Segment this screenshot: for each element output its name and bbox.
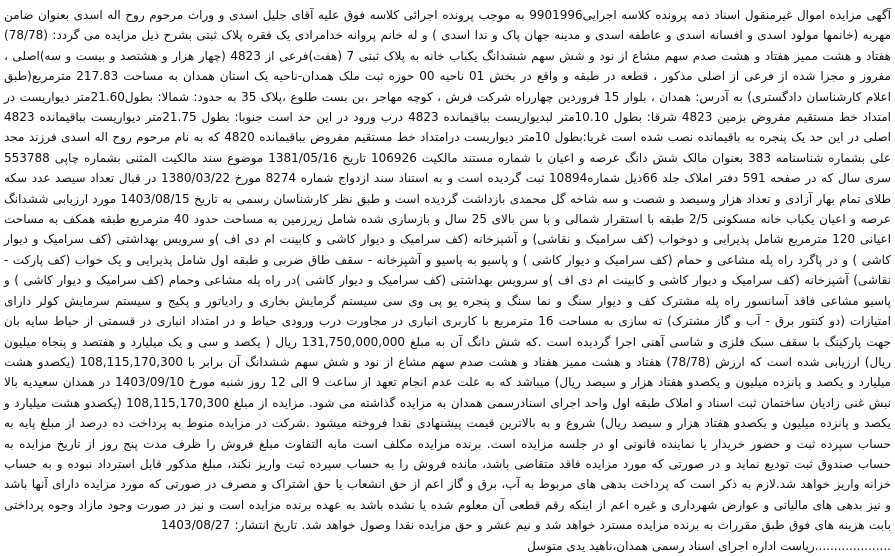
auction-notice-body: آگهی مزایده اموال غیرمنقول اسناد ذمه پرونده کلاسه اجرایی9901996 به موجب پرونده اجرائی کلاسه فوق علیه آقای جلیل اسدی و وراث مرحوم روح اله اسدی بعنوان ضامن مهریه (خانمها مولود اسدی و افسانه اسدی و عاطفه اسدی و مدینه جهان پاک و ندا اسدی ) و له خانم پروانه خدامرادی یک فقره پلاک ثبتی بشرح ذیل مزایده می گردد: (78/78) هفتاد و هشت ممیز هفتاد و هشت صدم سهم مشاع از نود و شش سهم ششدانگ یکباب خانه به پلاک ثبتی 7 (هفت)فرعی از 4823 (چهار هزار و هشتصد و بیست و سه)اصلی ، مفروز و مجزا شده از فرعی از اصلی مذکور ، قطعه در طبقه و واقع در بخش 01 ناحیه 00 حوزه ثبت ملک همدان-ناحیه یک استان همدان به مساحت 217.83 مترمربع(طبق اعلام کارشناسان دادگستری) به آدرس: همدان ، بلوار 15 فروردین چهارراه شرکت فرش ، کوچه مهاجر ،بن بست طلوع ،پلاک 35 به حدود: شمالا: بطول21.60متر دیواریست در امتداد خط مستقیم مفروض بزمین 4823 شرقا: بطول 10.10متر لبدیواریست بباقیمانده 4823 درب ورود در این حد است جنوبا: بطول 21.75متر دیواریست بباقیمانده 4823 اصلی در این حد یک پنجره به باقیمانده نصب شده است غربا:بطول 10متر دیواریست درامتداد خط مستقیم مفروض بباقیمانده 4820 که به نام مرحوم روح اله اسدی فرزند مجد علی بشماره شناسنامه 383 بعنوان مالک شش دانگ عرصه و اعیان با شماره مستند مالکیت 106926 تاریخ 1381/05/16 موضوع سند مالکیت المثنی بشماره چاپی 553788 سری سال که در صفحه 591 دفتر املاک جلد 66ذیل شماره10894 ثبت گردیده است و به استناد سند ازدواج شماره 8274 مورخ 1380/03/22 در قبال تعداد سیصد عدد سکه طلای تمام بهار آزادی و تعداد هزار وسیصد و شصت و سه شاخه گل محمدی بازداشت گردیده است و طبق نظر کارشناسان رسمی به تاریخ 1403/08/15 مورد ارزیابی ششدانگ عرصه و اعیان یکباب خانه مسکونی 2/5 طبقه با استقرار شمالی و با سن بالای 25 سال و بازسازی شده شامل زیرزمین به مساحت حدود 40 مترمربع طبقه همکف به مساحت اعیانی 120 مترمربع شامل پذیرایی و دوخواب (کف سرامیک و نقاشی) و آشپزخانه (کف سرامیک و دیوار کاشی و کابینت ام دی اف )و سرویس بهداشتی (کف سرامیک و دیوار کاشی ) و در پاگرد راه پله مشاعی و حمام (کف سرامیک و دیوار کاشی ) و پاسیو به پاسیو و آشپزخانه - سقف طاق ضربی و طبقه اول شامل پذیرایی و یک خواب (کف پارکت - نقاشی) آشپزخانه (کف سرامیک و دیوار کاشی و کابینت ام دی اف )و سرویس بهداشتی (کف سرامیک و دیوار کاشی )در راه پله مشاعی وحمام (کف سرامیک و دیوار کاشی ) و پاسیو مشاعی فاقد آسانسور راه پله مشترک کف و دیوار سنگ و نما سنگ و پنجره یو پی وی سی سیستم گرمایش بخاری و رادیاتور و پکیج و سیستم سرمایش کولر دارای امتیازات (دو کنتور برق - آب و گاز مشترک) ته سازی به مساحت 16 مترمربع با کاربری انباری در مجاورت درب ورودی حیاط و در امتداد انباری در قسمتی از حیاط سایه بان جهت پارکینگ با سقف سبک فلزی و شاسی آهنی اجرا گردیده است .که شش دانگ آن به مبلغ 131,750,000,000 ریال ( یکصد و سی و یک میلیارد و هفتصد و پنجاه میلیون ریال) ارزیابی شده است که ارزش (78/78) هفتاد و هشت ممیز هفتاد و هشت صدم سهم مشاع از نود و شش سهم ششدانگ آن برابر با 108,115,170,300 (یکصدو هشت میلیارد و یکصد و پانزده میلیون و یکصدو هفتاد هزار و سیصد ریال) میباشد که به علت عدم انجام تعهد از ساعت 9 الی 12 روز شنبه مورخ 1403/09/10 در همدان سعیدیه بالا نبش غنی زادیان ساختمان ثبت اسناد و املاک طبقه اول واحد اجرای اسنادرسمی همدان به مزایده گذاشته می شود. مزایده از مبلغ 108,115,170,300 (یکصدو هشت میلیارد و یکصد و پانزده میلیون و یکصدو هفتاد هزار و سیصد ریال) شروع و به بالاترین قیمت پیشنهادی نقدا فروخته میشود .شرکت در مزایده منوط به پرداخت ده درصد از مبلغ پایه به حساب سپرده ثبت و حضور خریدار یا نماینده قانونی او در جلسه مزایده است. برنده مزایده مکلف است مابه التفاوت مبلغ فروش را ظرف مدت پنج روز از تاریخ مزایده به حساب صندوق ثبت تودیع نماید و در صورتی که مورد مزایده فاقد متقاضی باشد، مانده فروش را به حساب سپرده ثبت واریز نکند، مبلغ مذکور قابل استرداد نبوده و به حساب خزانه واریز خواهد شد.لازم به ذکر است که پرداخت بدهی های مربوط به آب، برق و گاز اعم از حق انشعاب یا حق اشتراک و مصرف در صورتی که مورد مزایده دارای آنها باشد و نیز بدهی های مالیاتی و عوارض شهرداری و غیره اعم از اینکه رقم قطعی آن معلوم شده یا نشده باشد به عهده برنده مزایده است و نیز در صورت وجود مازاد وجوه پرداختی بابت هزینه های فوق طبق مقررات به برنده مزایده مسترد خواهد شد و نیم عشر و حق مزایده نقدا وصول خواهد شد. تاریخ انتشار: 1403/08/27: [4, 8, 892, 533]
notice-signature: ....................ریاست اداره اجرای اسناد رسمی همدان،ناهید یدی متوسل: [527, 538, 891, 553]
